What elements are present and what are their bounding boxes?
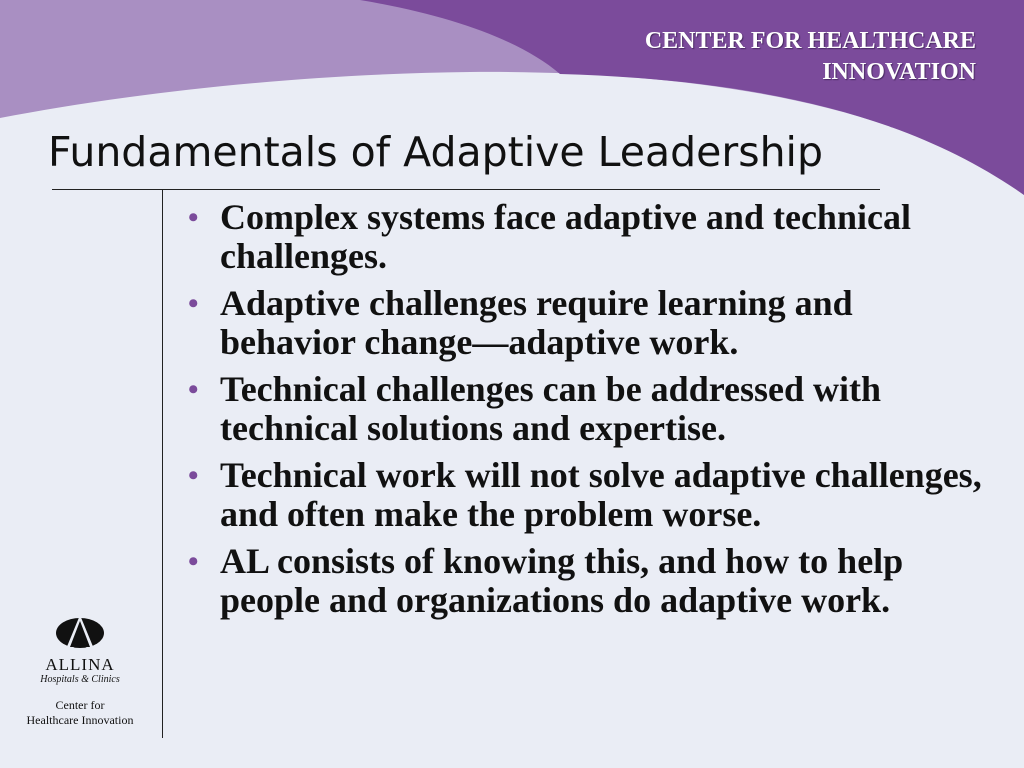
org-name-line1: CENTER FOR HEALTHCARE [644,28,976,54]
bullet-icon: • [188,373,199,406]
allina-logo [14,612,146,728]
bullet-list [186,198,986,628]
logo-center-name [14,698,146,728]
logo-name: ALLINA [45,655,115,674]
bullet-item [186,542,986,620]
bullet-item [186,370,986,448]
title-divider [52,189,880,190]
bullet-text: Adaptive challenges require learning and behavior change—adaptive work. [220,283,853,362]
bullet-text: Complex systems face adaptive and technical challenges. [220,197,911,276]
bullet-text: Technical challenges can be addressed with technical solutions and expertise. [220,369,882,448]
logo-subtitle: Hospitals & Clinics [40,674,120,685]
allina-mark-icon [54,612,106,652]
org-name-line2: INNOVATION [822,59,976,85]
logo-center-line2: Healthcare Innovation [26,713,134,727]
slide-title: Fundamentals of Adaptive Leadership [48,128,823,176]
bullet-text: Technical work will not solve adaptive challenges, and often make the problem worse. [220,455,982,534]
bullet-icon: • [188,287,199,320]
bullet-icon: • [188,545,199,578]
logo-center-line1: Center for [55,698,105,712]
org-name [645,26,976,88]
bullet-icon: • [188,459,199,492]
bullet-item [186,284,986,362]
side-divider [162,190,163,738]
bullet-text: AL consists of knowing this, and how to help people and organizations do adaptive work. [220,541,904,620]
bullet-icon: • [188,201,199,234]
bullet-item [186,456,986,534]
bullet-item [186,198,986,276]
